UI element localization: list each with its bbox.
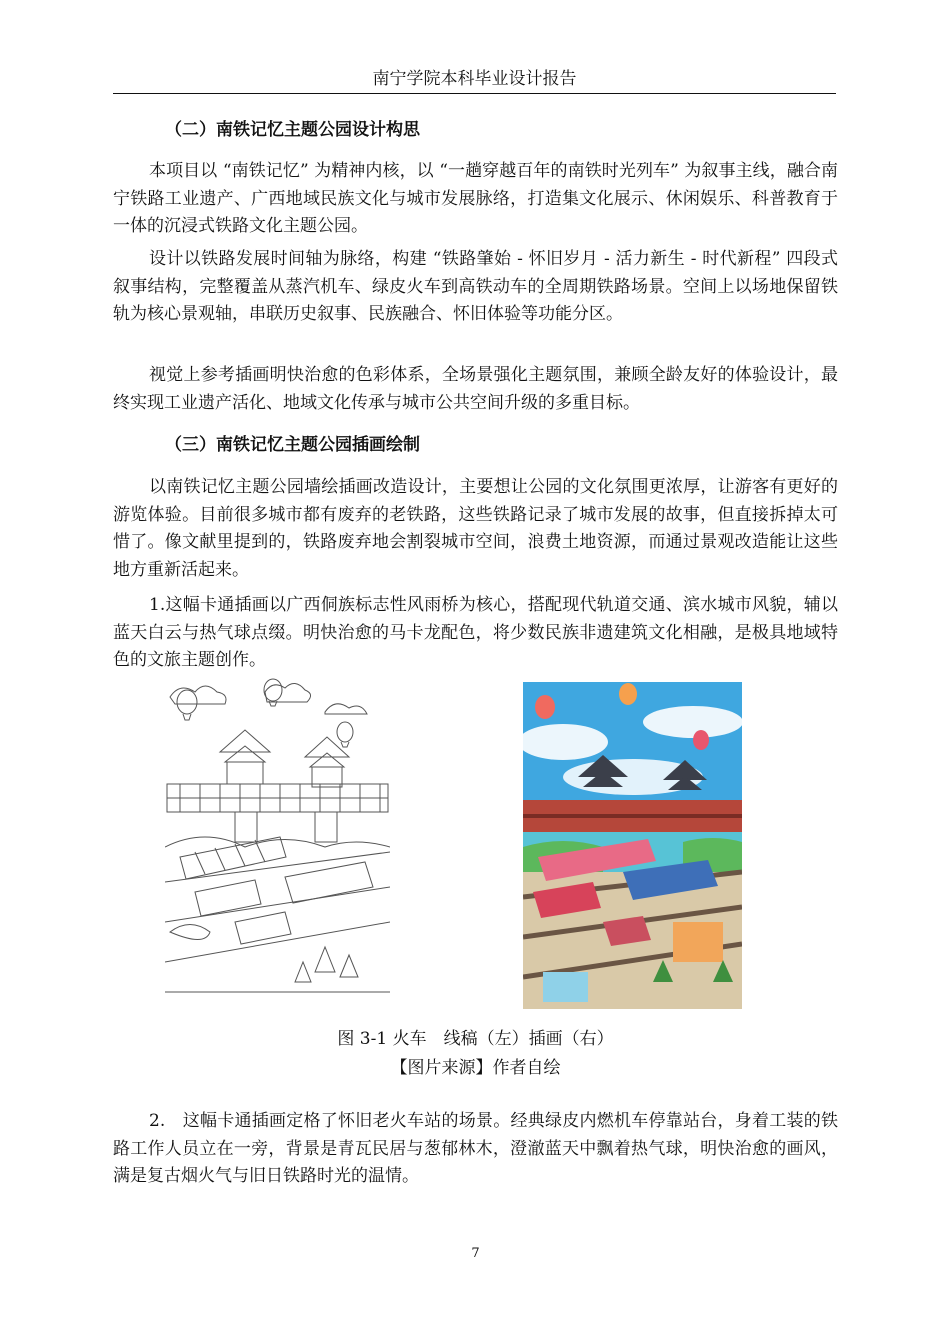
header-rule bbox=[113, 93, 836, 94]
figure-line-art bbox=[165, 672, 390, 1009]
figure-source: 【图片来源】作者自绘 bbox=[390, 1058, 561, 1078]
page-number: 7 bbox=[471, 1246, 480, 1261]
paragraph-illustration-1: 1.这幅卡通插画以广西侗族标志性风雨桥为核心，搭配现代轨道交通、滨水城市风貌，辅以蓝天白云与热气球点缀。明快治愈的马卡龙配色，将少数民族非遗建筑文化相融，是极具地域特色的文旅主题创作。 bbox=[113, 595, 838, 670]
figure-color-illustration bbox=[523, 682, 742, 1009]
paragraph-illustration-intro: 以南铁记忆主题公园墙绘插画改造设计，主要想让公园的文化氛围更浓厚，让游客有更好的游览体验。目前很多城市都有废弃的老铁路，这些铁路记录了城市发展的故事，但直接拆掉太可惜了。像文献里提到的，铁路废弃地会割裂城市空间，浪费土地资源，而通过景观改造能让这些地方重新活起来。 bbox=[113, 477, 838, 580]
line-art-illustration bbox=[165, 672, 390, 1009]
paragraph-concept-2: 设计以铁路发展时间轴为脉络，构建 “铁路肇始 - 怀旧岁月 - 活力新生 - 时代新程” 四段式叙事结构，完整覆盖从蒸汽机车、绿皮火车到高铁动车的全周期铁路场景。空间上以场地保留铁轨为核心景观轴，串联历史叙事、民族融合、怀旧体验等功能分区。 bbox=[113, 249, 838, 324]
figure-caption: 图 3-1 火车 线稿（左）插画（右） bbox=[337, 1029, 614, 1049]
section-heading-illustration: （三）南铁记忆主题公园插画绘制 bbox=[165, 435, 420, 455]
color-illustration bbox=[523, 682, 742, 1009]
section-heading-design-concept: （二）南铁记忆主题公园设计构思 bbox=[165, 120, 420, 140]
paragraph-concept-1: 本项目以 “南铁记忆” 为精神内核，以 “一趟穿越百年的南铁时光列车” 为叙事主线，融合南宁铁路工业遗产、广西地域民族文化与城市发展脉络，打造集文化展示、休闲娱乐、科普教育于一体的沉浸式铁路文化主题公园。 bbox=[113, 161, 838, 236]
paragraph-illustration-2: 2. 这幅卡通插画定格了怀旧老火车站的场景。经典绿皮内燃机车停靠站台，身着工装的铁路工作人员立在一旁，背景是青瓦民居与葱郁林木，澄澈蓝天中飘着热气球，明快治愈的画风，满是复古烟火气与旧日铁路时光的温情。 bbox=[113, 1111, 838, 1186]
paragraph-concept-3: 视觉上参考插画明快治愈的色彩体系，全场景强化主题氛围，兼顾全龄友好的体验设计，最终实现工业遗产活化、地域文化传承与城市公共空间升级的多重目标。 bbox=[113, 365, 838, 413]
page-header: 南宁学院本科毕业设计报告 bbox=[372, 69, 577, 89]
